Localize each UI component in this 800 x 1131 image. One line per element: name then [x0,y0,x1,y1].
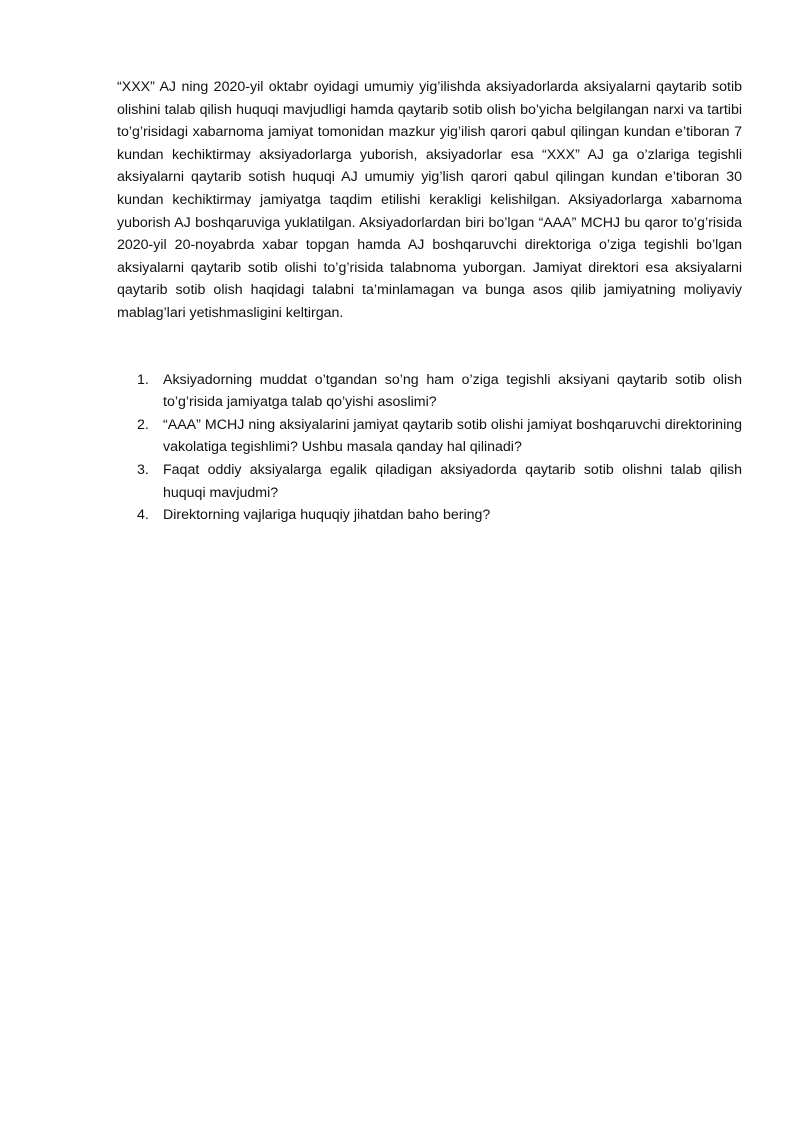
question-text: Direktorning vajlariga huquqiy jihatdan baho bering? [163,507,491,524]
question-number: 3. [137,461,149,478]
question-item [117,459,742,504]
question-text: “AAA” MCHJ ning aksiyalarini jamiyat qaytarib sotib olishi jamiyat boshqaruvchi direktorining vakolatiga tegishlimi? Ushbu masala qanday hal qilinadi? [163,416,742,456]
question-text: Faqat oddiy aksiyalarga egalik qiladigan aksiyadorda qaytarib sotib olishni talab qilish huquqi mavjudmi? [163,461,742,501]
question-item [117,414,742,459]
question-number: 4. [137,507,149,524]
case-description-paragraph: “XXX” AJ ning 2020-yil oktabr oyidagi umumiy yig’ilishda aksiyadorlarda aksiyalarni qaytarib sotib olishini talab qilish huquqi mavjudligi hamda qaytarib sotib olish bo’yicha belgilangan narxi va tartibi to’g’risidagi xabarnoma jamiyat tomonidan mazkur yig’ilish qarori qabul qilingan kundan e’tiboran 7 kundan kechiktirmay aksiyadorlarga yuborish, aksiyadorlar esa “XXX” AJ ga o’zlariga tegishli aksiyalarni qaytarib sotish huquqi AJ umumiy yig’lish qarori qabul qilingan kundan e’tiboran 30 kundan kechiktirmay jamiyatga taqdim etilishi kerakligi kelishilgan. Aksiyadorlarga xabarnoma yuborish AJ boshqaruviga yuklatilgan. Aksiyadorlardan biri bo’lgan “AAA” MCHJ bu qaror to’g’risida 2020-yil 20-noyabrda xabar topgan hamda AJ boshqaruvchi direktoriga o’ziga tegishli bo’lgan aksiyalarni qaytarib sotib olishi to’g’risida talabnoma yuborgan. Jamiyat direktori esa aksiyalarni qaytarib sotib olish haqidagi talabni ta’minlamagan va bunga asos qilib jamiyatning moliyaviy mablag’lari yetishmasligini keltirgan. [117,79,742,321]
question-number: 1. [137,371,149,388]
document-content [117,76,742,527]
question-number: 2. [137,416,149,433]
question-text: Aksiyadorning muddat o’tgandan so’ng ham o’ziga tegishli aksiyani qaytarib sotib olish to’g’risida jamiyatga talab qo’yishi asoslimi? [163,371,742,411]
question-item [117,369,742,414]
question-item [117,504,742,527]
questions-list [117,369,742,527]
